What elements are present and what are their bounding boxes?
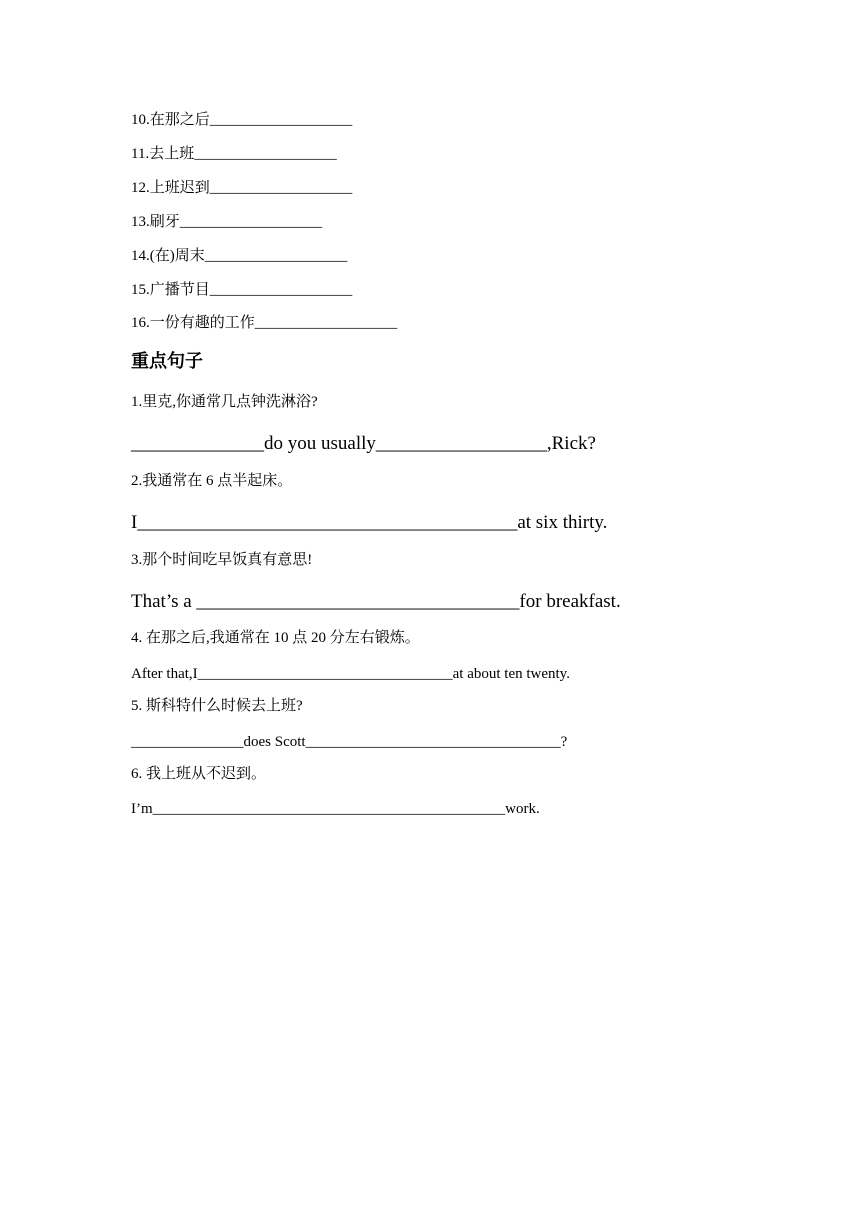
sentence-prompt-6: 6. 我上班从不迟到。 bbox=[131, 766, 267, 782]
sentence-answer-1: ______________do you usually__________________,Rick? bbox=[131, 433, 596, 454]
vocab-item-14: 14.(在)周末___________________ bbox=[131, 248, 348, 264]
vocab-item-12: 12.上班迟到___________________ bbox=[131, 180, 353, 196]
sentence-answer-3: That’s a __________________________________for breakfast. bbox=[131, 591, 621, 612]
vocab-item-16: 16.一份有趣的工作___________________ bbox=[131, 315, 398, 331]
sentence-prompt-5: 5. 斯科特什么时候去上班? bbox=[131, 698, 303, 714]
sentence-prompt-1: 1.里克,你通常几点钟洗淋浴? bbox=[131, 394, 318, 410]
sentence-answer-6: I’m_______________________________________________work. bbox=[131, 801, 540, 817]
vocab-item-11: 11.去上班___________________ bbox=[131, 146, 337, 162]
vocab-item-15: 15.广播节目___________________ bbox=[131, 282, 353, 298]
sentence-prompt-4: 4. 在那之后,我通常在 10 点 20 分左右锻炼。 bbox=[131, 630, 420, 646]
sentence-prompt-3: 3.那个时间吃早饭真有意思! bbox=[131, 552, 313, 568]
vocab-item-13: 13.刷牙___________________ bbox=[131, 214, 323, 230]
sentence-answer-2: I________________________________________at six thirty. bbox=[131, 512, 608, 533]
sentence-answer-4: After that,I__________________________________at about ten twenty. bbox=[131, 666, 570, 682]
sentence-answer-5: _______________does Scott__________________________________? bbox=[131, 734, 568, 750]
section-heading: 重点句子 bbox=[131, 351, 203, 372]
sentence-prompt-2: 2.我通常在 6 点半起床。 bbox=[131, 473, 293, 489]
vocab-item-10: 10.在那之后___________________ bbox=[131, 112, 353, 128]
